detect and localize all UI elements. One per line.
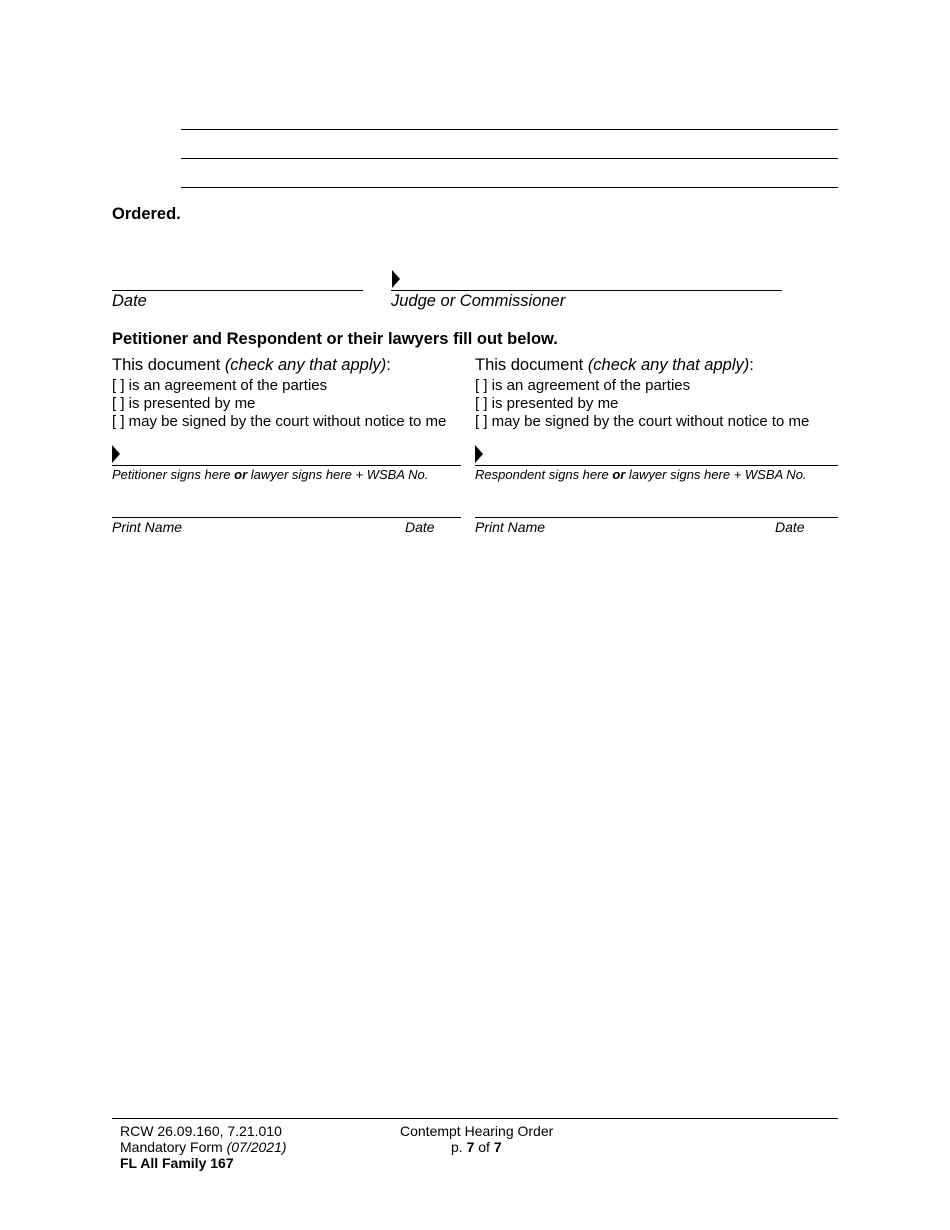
- petitioner-option-no-notice[interactable]: [ ] may be signed by the court without notice to me: [112, 413, 447, 430]
- petitioner-sign-caption: [112, 468, 428, 481]
- blank-line-2[interactable]: [181, 158, 838, 159]
- footer-title: Contempt Hearing Order: [400, 1123, 554, 1139]
- respondent-signature-line[interactable]: [475, 465, 838, 466]
- respondent-date-label: Date: [775, 519, 805, 535]
- footer-page-current: 7: [466, 1139, 475, 1155]
- footer-mandatory-form-text: Mandatory Form: [120, 1139, 227, 1155]
- respondent-doc-colon: :: [749, 356, 754, 374]
- footer-rcw: RCW 26.09.160, 7.21.010: [120, 1123, 282, 1139]
- respondent-sign-or: or: [612, 467, 626, 482]
- petitioner-print-name-line[interactable]: [112, 517, 461, 518]
- respondent-doc-prefix: This document: [475, 356, 588, 374]
- footer-page-prefix: p.: [451, 1139, 467, 1155]
- respondent-option-agreement[interactable]: [ ] is an agreement of the parties: [475, 377, 691, 394]
- respondent-sign-a: Respondent signs here: [475, 467, 613, 482]
- judge-sign-arrow-icon: [392, 270, 400, 288]
- petitioner-option-agreement[interactable]: [ ] is an agreement of the parties: [112, 377, 328, 394]
- petitioner-signature-line[interactable]: [112, 465, 461, 466]
- petitioner-sign-b: lawyer signs here + WSBA No.: [247, 467, 429, 482]
- parties-heading: Petitioner and Respondent or their lawyers fill out below.: [112, 330, 558, 348]
- respondent-doc-label: [475, 357, 754, 374]
- respondent-print-name-line[interactable]: [475, 517, 838, 518]
- footer-rule: [112, 1118, 838, 1119]
- footer-form-id: FL All Family 167: [120, 1155, 234, 1171]
- respondent-option-no-notice[interactable]: [ ] may be signed by the court without notice to me: [475, 413, 810, 430]
- respondent-sign-b: lawyer signs here + WSBA No.: [625, 467, 807, 482]
- blank-line-3[interactable]: [181, 187, 838, 188]
- petitioner-doc-check: (check any that apply): [224, 356, 387, 374]
- footer-form-date: (07/2021): [226, 1139, 287, 1155]
- petitioner-doc-label: [112, 357, 391, 374]
- petitioner-print-name-label: Print Name: [112, 519, 183, 535]
- petitioner-doc-prefix: This document: [112, 356, 225, 374]
- blank-line-1[interactable]: [181, 129, 838, 130]
- judge-label: Judge or Commissioner: [391, 292, 566, 310]
- respondent-print-name-label: Print Name: [475, 519, 546, 535]
- footer-mandatory-form: [120, 1140, 287, 1154]
- footer-page-of: of: [474, 1139, 494, 1155]
- ordered-label: Ordered.: [112, 205, 181, 223]
- petitioner-sign-or: or: [234, 467, 248, 482]
- footer-page-number: [451, 1140, 502, 1154]
- petitioner-date-label: Date: [405, 519, 435, 535]
- petitioner-sign-arrow-icon: [112, 445, 120, 463]
- footer-page-total: 7: [493, 1139, 502, 1155]
- date-signature-line[interactable]: [112, 290, 363, 291]
- respondent-option-presented[interactable]: [ ] is presented by me: [475, 395, 619, 412]
- respondent-sign-caption: [475, 468, 807, 481]
- date-label: Date: [112, 292, 147, 310]
- petitioner-option-presented[interactable]: [ ] is presented by me: [112, 395, 256, 412]
- respondent-sign-arrow-icon: [475, 445, 483, 463]
- judge-signature-line[interactable]: [391, 290, 782, 291]
- respondent-doc-check: (check any that apply): [587, 356, 750, 374]
- petitioner-sign-a: Petitioner signs here: [112, 467, 235, 482]
- petitioner-doc-colon: :: [386, 356, 391, 374]
